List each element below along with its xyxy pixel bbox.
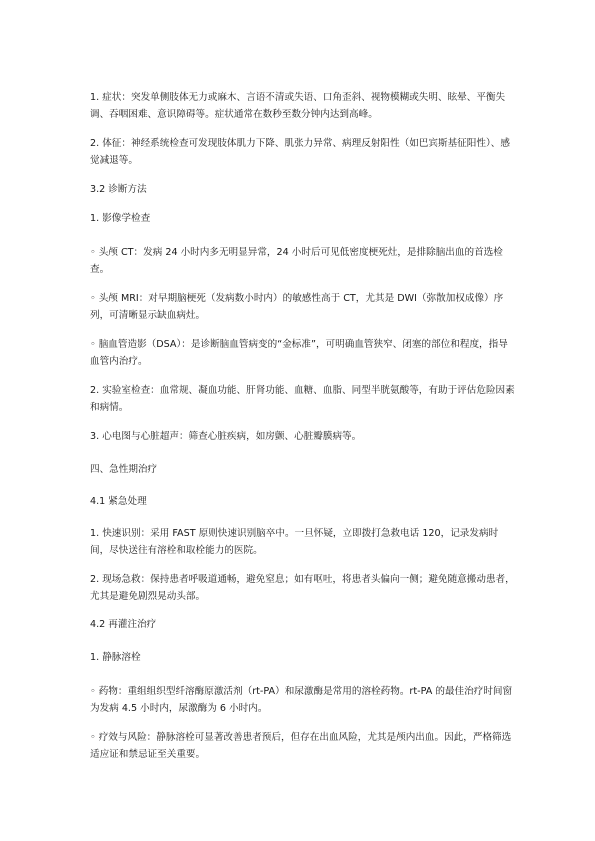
subheading-imaging: 1. 影像学检查 bbox=[90, 213, 151, 224]
efficacy-risk-bullet: ◦ 疗效与风险：静脉溶栓可显著改善患者预后，但存在出血风险，尤其是颅内出血。因此，严格筛选适应证和禁忌证至关重要。 bbox=[90, 732, 512, 760]
section-heading-4-1: 4.1 紧急处理 bbox=[90, 496, 147, 507]
dsa-bullet: ◦ 脑血管造影（DSA）：是诊断脑血管病变的“金标准”，可明确血管狭窄、闭塞的部位和程度，指导血管内治疗。 bbox=[90, 339, 508, 367]
ct-bullet: ◦ 头颅 CT：发病 24 小时内多无明显异常，24 小时后可见低密度梗死灶，是排除脑出血的首选检查。 bbox=[90, 247, 503, 275]
subheading-iv-thrombolysis: 1. 静脉溶栓 bbox=[90, 652, 141, 663]
section-heading-4-2: 4.2 再灌注治疗 bbox=[90, 619, 157, 630]
drugs-bullet: ◦ 药物：重组组织型纤溶酶原激活剂（rt-PA）和尿激酶是常用的溶栓药物。rt-PA 的最佳治疗时间窗为发病 4.5 小时内，尿激酶为 6 小时内。 bbox=[90, 686, 513, 714]
signs-paragraph: 2. 体征：神经系统检查可发现肢体肌力下降、肌张力异常、病理反射阳性（如巴宾斯基征阳性）、感觉减退等。 bbox=[90, 138, 510, 166]
symptoms-paragraph: 1. 症状：突发单侧肢体无力或麻木、言语不清或失语、口角歪斜、视物模糊或失明、眩晕、平衡失调、吞咽困难、意识障碍等。症状通常在数秒至数分钟内达到高峰。 bbox=[90, 92, 506, 120]
fast-recognition-paragraph: 1. 快速识别：采用 FAST 原则快速识别脑卒中。一旦怀疑，立即拨打急救电话 120，记录发病时间，尽快送往有溶栓和取栓能力的医院。 bbox=[90, 528, 499, 556]
ecg-echo-paragraph: 3. 心电图与心脏超声：筛查心脏疾病，如房颤、心脏瓣膜病等。 bbox=[90, 431, 362, 442]
section-heading-4: 四、急性期治疗 bbox=[90, 464, 158, 475]
lab-tests-paragraph: 2. 实验室检查：血常规、凝血功能、肝肾功能、血糖、血脂、同型半胱氨酸等，有助于评估危险因素和病情。 bbox=[90, 385, 515, 413]
mri-bullet: ◦ 头颅 MRI：对早期脑梗死（发病数小时内）的敏感性高于 CT，尤其是 DWI（弥散加权成像）序列，可清晰显示缺血病灶。 bbox=[90, 293, 504, 321]
section-heading-3-2: 3.2 诊断方法 bbox=[90, 184, 147, 195]
first-aid-paragraph: 2. 现场急救：保持患者呼吸道通畅，避免窒息；如有呕吐，将患者头偏向一侧；避免随意搬动患者，尤其是避免剧烈晃动头部。 bbox=[90, 574, 515, 602]
